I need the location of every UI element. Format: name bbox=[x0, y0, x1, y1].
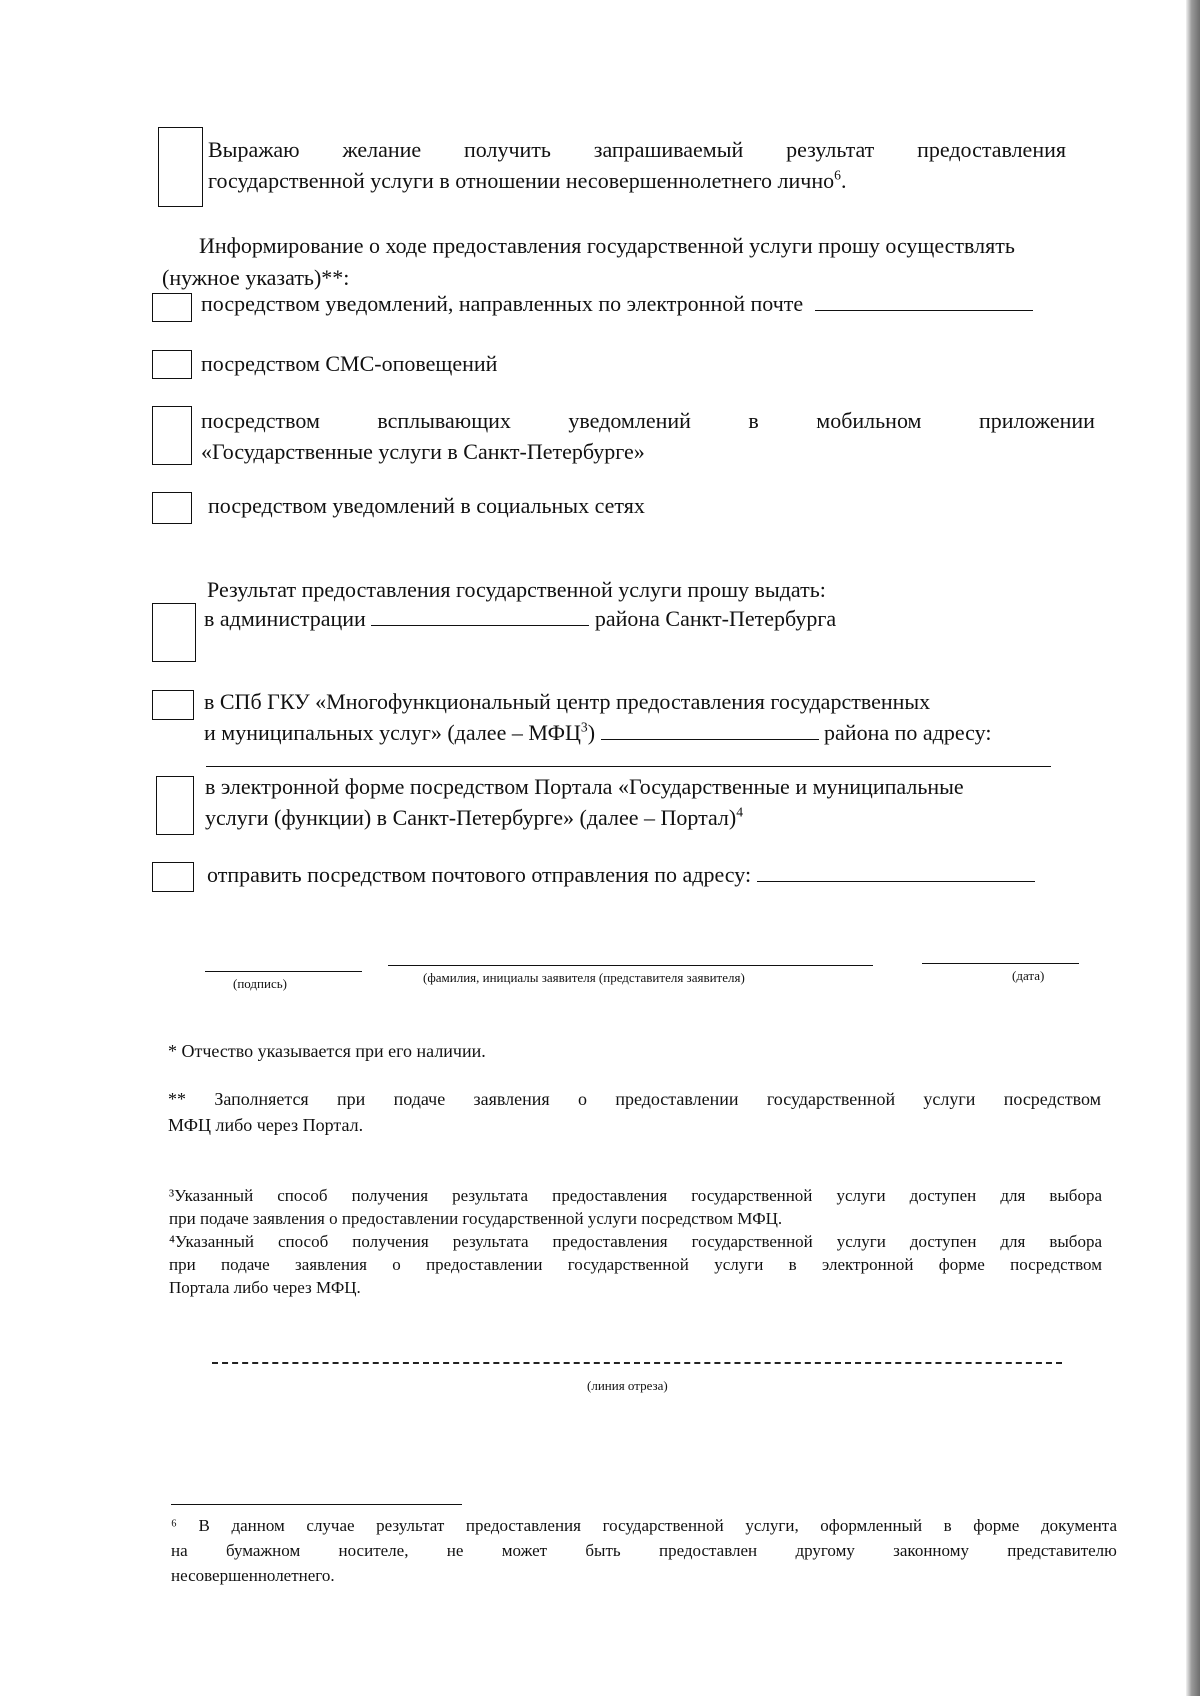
word: ** bbox=[168, 1089, 186, 1109]
word: Выражаю bbox=[208, 137, 300, 162]
signature-line[interactable] bbox=[205, 971, 362, 972]
word: приложении bbox=[978, 408, 1095, 433]
word: носителе, bbox=[338, 1541, 409, 1560]
portal-line-2 bbox=[205, 802, 964, 833]
word: всплывающих bbox=[377, 408, 511, 433]
wish-line-2-text: государственной услуги в отношении несовершеннолетнего лично bbox=[208, 168, 835, 193]
checkbox-post[interactable] bbox=[152, 862, 194, 892]
footnote-3-line-2: при подаче заявления о предоставлении государственной услуги посредством МФЦ. bbox=[169, 1209, 783, 1228]
footnote-6 bbox=[171, 1513, 1117, 1588]
footnote-6-line-2 bbox=[171, 1538, 1117, 1563]
email-option bbox=[201, 288, 1095, 319]
word: Заполняется bbox=[214, 1089, 309, 1109]
word: уведомлений bbox=[568, 408, 691, 433]
mfc-line-2 bbox=[204, 717, 991, 748]
word: предоставлен bbox=[658, 1541, 758, 1560]
footnote-4-line-3: Портала либо через МФЦ. bbox=[169, 1278, 361, 1297]
word: в bbox=[748, 408, 759, 433]
post-option bbox=[207, 859, 1035, 890]
signature-caption: (подпись) bbox=[233, 976, 287, 991]
word: предоставлении bbox=[615, 1089, 739, 1109]
word: может bbox=[501, 1541, 548, 1560]
scan-page-edge bbox=[1186, 0, 1200, 1696]
footnote-4-line-1: ⁴Указанный способ получения результата предоставления государственной услуги доступен для выбора bbox=[169, 1232, 1102, 1251]
mfc-line-2-close: ) bbox=[587, 720, 596, 745]
note-mfc-portal bbox=[168, 1087, 1101, 1137]
footnote-ref-6: 6 bbox=[834, 167, 841, 183]
footnote-ref-4: 4 bbox=[736, 804, 744, 820]
note-patronymic: * Отчество указывается при его наличии. bbox=[168, 1041, 486, 1061]
word: результат bbox=[786, 137, 875, 162]
date-line[interactable] bbox=[922, 963, 1079, 964]
word: государственной bbox=[766, 1089, 896, 1109]
push-line-1 bbox=[201, 405, 1095, 436]
word: быть bbox=[585, 1541, 621, 1560]
word: при bbox=[337, 1089, 366, 1109]
mfc-line-1: в СПб ГКУ «Многофункциональный центр предоставления государственных bbox=[204, 689, 931, 714]
inform-intro-1: Информирование о ходе предоставления государственной услуги прошу осуществлять bbox=[199, 233, 1015, 258]
note-mfc-portal-line-1 bbox=[168, 1087, 1101, 1111]
date-caption: (дата) bbox=[1012, 968, 1045, 983]
portal-option bbox=[205, 771, 964, 833]
admin-option bbox=[204, 603, 836, 634]
wish-line-2-end: . bbox=[840, 168, 847, 193]
word: заявления bbox=[473, 1089, 550, 1109]
note-mfc-portal-line-2: МФЦ либо через Портал. bbox=[168, 1115, 364, 1135]
mfc-line-2-end: района по адресу: bbox=[824, 720, 992, 745]
mfc-line-2-text: и муниципальных услуг» (далее – МФЦ bbox=[204, 720, 581, 745]
push-option bbox=[201, 405, 1095, 467]
portal-line-1: в электронной форме посредством Портала «Государственные и муниципальные bbox=[205, 774, 964, 799]
word: мобильном bbox=[816, 408, 922, 433]
word: подаче bbox=[393, 1089, 446, 1109]
wish-line-1 bbox=[208, 134, 1066, 165]
footnote-3-block bbox=[169, 1184, 1102, 1299]
fullname-caption: (фамилия, инициалы заявителя (представителя заявителя) bbox=[423, 970, 745, 985]
word: посредством bbox=[201, 408, 320, 433]
checkbox-mfc[interactable] bbox=[152, 690, 194, 720]
checkbox-personal-receipt[interactable] bbox=[158, 127, 203, 207]
word: законному bbox=[893, 1541, 969, 1560]
admin-label-after: района Санкт-Петербурга bbox=[594, 606, 837, 631]
post-address-field[interactable] bbox=[757, 880, 1035, 882]
checkbox-administration[interactable] bbox=[152, 603, 196, 662]
checkbox-push-notifications[interactable] bbox=[152, 406, 192, 465]
word: на bbox=[171, 1541, 188, 1560]
word: получить bbox=[463, 137, 551, 162]
word: услуги bbox=[923, 1089, 976, 1109]
footnote-6-line-3: несовершеннолетнего. bbox=[171, 1566, 335, 1585]
word: другому bbox=[795, 1541, 855, 1560]
wish-text bbox=[208, 134, 1066, 196]
word: посредством bbox=[1003, 1089, 1101, 1109]
word: желание bbox=[342, 137, 422, 162]
footnote-separator bbox=[171, 1504, 462, 1505]
mfc-district-field[interactable] bbox=[601, 738, 819, 740]
cut-line-caption: (линия отреза) bbox=[587, 1378, 668, 1393]
checkbox-social-networks[interactable] bbox=[152, 492, 192, 524]
mfc-option bbox=[204, 686, 991, 748]
result-intro: Результат предоставления государственной услуги прошу выдать: bbox=[207, 577, 826, 602]
footnote-3-line-1: ³Указанный способ получения результата предоставления государственной услуги доступен для выбора bbox=[169, 1186, 1102, 1205]
inform-intro-2: (нужное указать)**: bbox=[162, 265, 350, 290]
wish-line-2 bbox=[208, 165, 1066, 196]
fullname-line[interactable] bbox=[388, 965, 873, 966]
footnote-4-line-2: при подаче заявления о предоставлении государственной услуги в электронной форме посредством bbox=[169, 1255, 1102, 1274]
word: предоставления bbox=[917, 137, 1066, 162]
word: о bbox=[578, 1089, 587, 1109]
footnote-ref-3: 3 bbox=[580, 719, 588, 735]
post-label: отправить посредством почтового отправления по адресу: bbox=[207, 862, 752, 887]
word: представителю bbox=[1007, 1541, 1117, 1560]
checkbox-sms[interactable] bbox=[152, 350, 192, 379]
word: не bbox=[446, 1541, 464, 1560]
district-field[interactable] bbox=[371, 624, 589, 626]
email-label: посредством уведомлений, направленных по электронной почте bbox=[201, 291, 804, 316]
portal-line-2-text: услуги (функции) в Санкт-Петербурге» (далее – Портал) bbox=[205, 805, 737, 830]
footnote-6-line-1: ⁶ В данном случае результат предоставления государственной услуги, оформленный в форме документа bbox=[171, 1516, 1117, 1535]
email-field[interactable] bbox=[815, 309, 1033, 311]
checkbox-email[interactable] bbox=[152, 293, 192, 322]
mfc-address-line[interactable] bbox=[206, 766, 1051, 767]
push-line-2: «Государственные услуги в Санкт-Петербурге» bbox=[201, 439, 645, 464]
word: запрашиваемый bbox=[593, 137, 744, 162]
cut-line bbox=[212, 1362, 1062, 1364]
word: бумажном bbox=[225, 1541, 301, 1560]
social-label: посредством уведомлений в социальных сетях bbox=[208, 493, 645, 518]
admin-label-before: в администрации bbox=[204, 606, 366, 631]
checkbox-portal[interactable] bbox=[156, 776, 194, 835]
sms-label: посредством СМС-оповещений bbox=[201, 351, 498, 376]
